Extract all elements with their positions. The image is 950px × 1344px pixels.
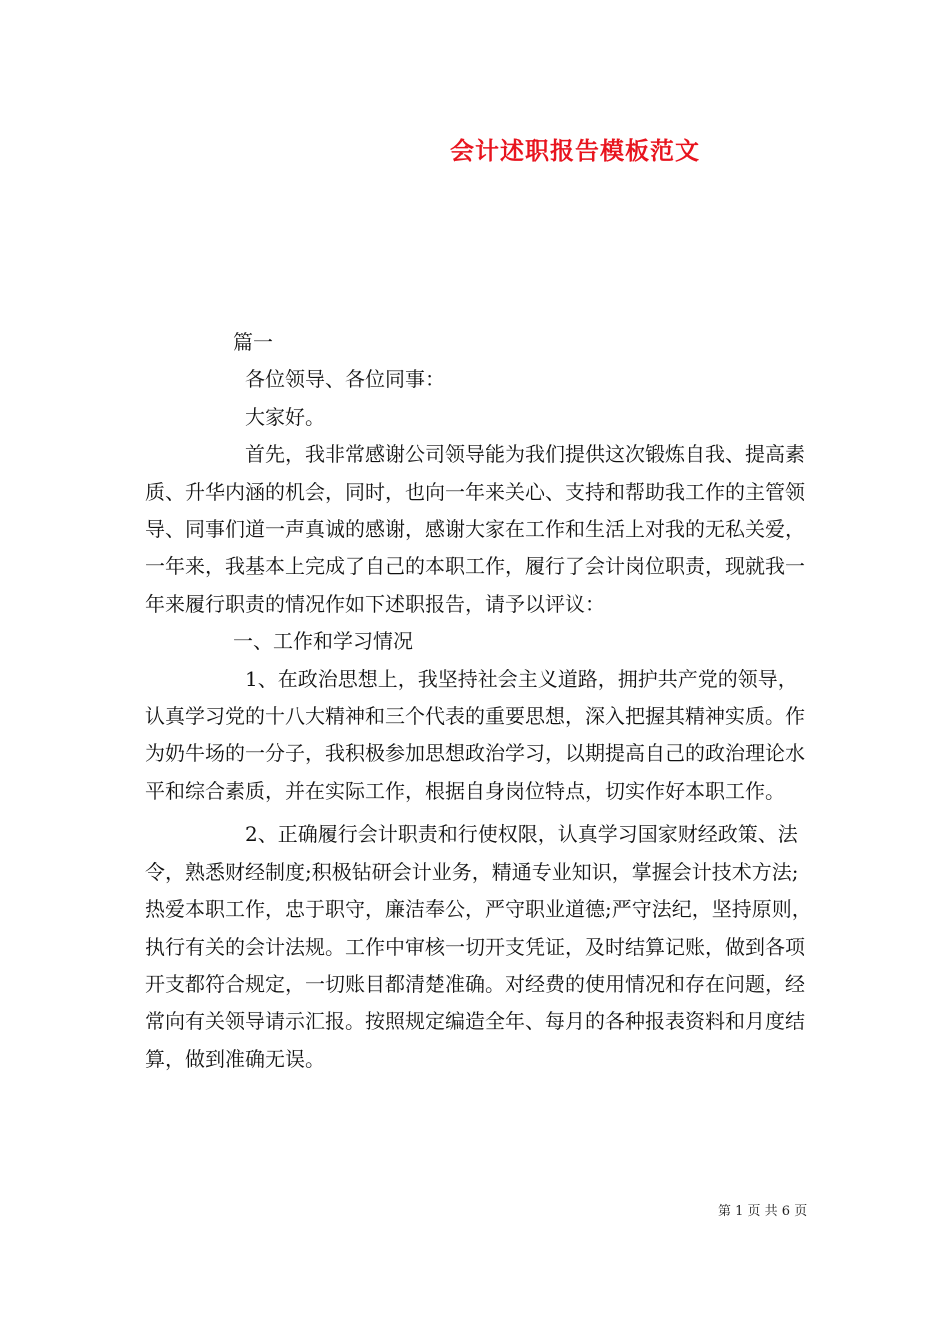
page-number-footer: 第 1 页 共 6 页 [718,1204,808,1219]
salutation: 各位领导、各位同事： [245,367,445,392]
document-body [145,324,815,1078]
item-2-paragraph: 2、正确履行会计职责和行使权限，认真学习国家财经政策、法令，熟悉财经制度;积极钻研会计业务，精通专业知识，掌握会计技术方法;热爱本职工作，忠于职守，廉洁奉公，严守职业道德;严守法纪，坚持原则，执行有关的会计法规。工作中审核一切开支凭证，及时结算记账，做到各项开支都符合规定，一切账目都清楚准确。对经费的使用情况和存在问题，经常向有关领导请示汇报。按照规定编造全年、每月的各种报表资料和月度结算，做到准确无误。 [145,822,812,1071]
section-label: 篇一 [233,330,273,354]
item-1-paragraph: 1、在政治思想上，我坚持社会主义道路，拥护共产党的领导，认真学习党的十八大精神和三个代表的重要思想，深入把握其精神实质。作为奶牛场的一分子，我积极参加思想政治学习，以期提高自己的政治理论水平和综合素质，并在实际工作，根据自身岗位特点，切实作好本职工作。 [145,666,805,803]
document-title: 会计述职报告模板范文 [450,136,700,165]
greeting: 大家好。 [245,404,325,429]
section-heading: 一、工作和学习情况 [233,629,413,654]
intro-paragraph: 首先，我非常感谢公司领导能为我们提供这次锻炼自我、提高素质、升华内涵的机会，同时，也向一年来关心、支持和帮助我工作的主管领导、同事们道一声真诚的感谢，感谢大家在工作和生活上对我的无私关爱，一年来，我基本上完成了自己的本职工作，履行了会计岗位职责，现就我一年来履行职责的情况作如下述职报告，请予以评议： [145,442,805,616]
